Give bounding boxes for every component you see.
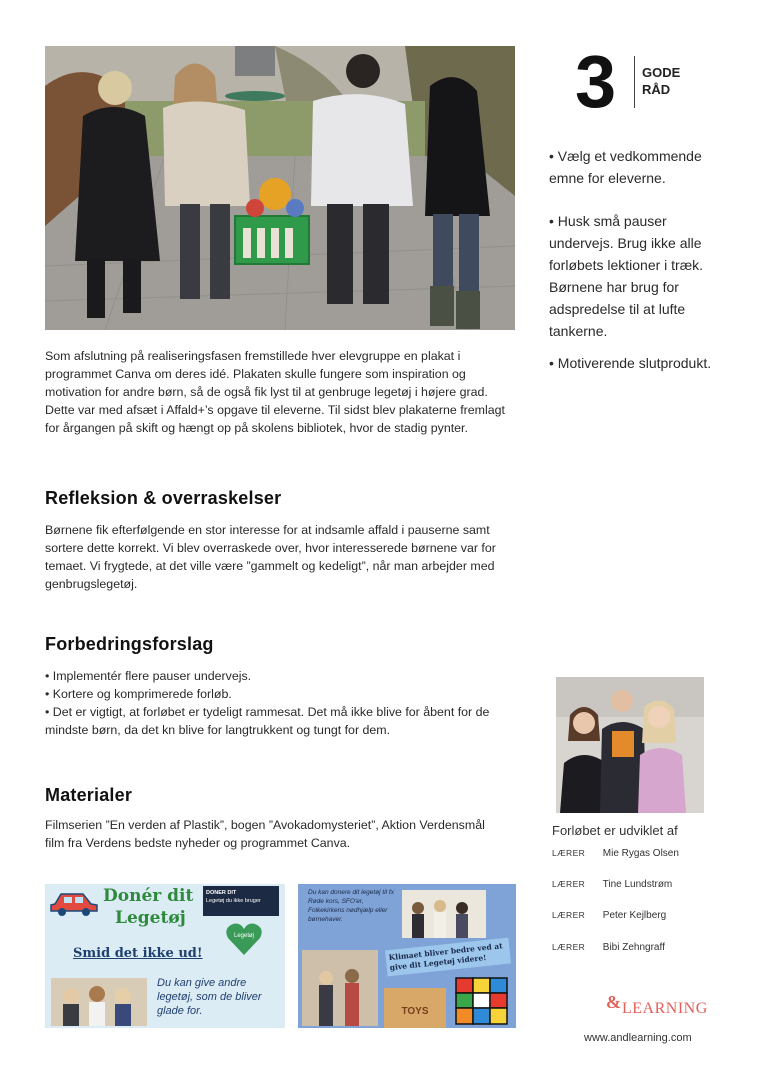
tips-label-line1: GODE (642, 65, 681, 80)
poster1-bottom-text: Du kan give andre legetøj, som de bliver glade for. (157, 977, 262, 1017)
poster2-banner: Klimaet bliver bedre ved at give dit Legetøj videre! (385, 938, 511, 977)
teacher-row (552, 879, 672, 890)
improvement-item: • Kortere og komprimerede forløb. (45, 687, 232, 701)
teacher-name: Peter Kejlberg (602, 910, 667, 921)
poster2-photo-bottom (302, 950, 378, 1026)
poster1-subtitle: Smid det ikke ud! (73, 946, 203, 961)
brand-mark: & (606, 992, 621, 1012)
reflection-text: Børnene fik efterfølgende en stor interesse for at indsamle affald i pauserne samt sortere dette korrekt. Vi blev overraskede over, hvor interesserede børnene var for temaet. Vi frygtede, at det ville være ”gammelt og kedeligt”, når man arbejder med genbrugslegetøj. (45, 523, 496, 591)
brand-url-link[interactable]: www.andlearning.com (584, 1032, 692, 1044)
credits-heading: Forløbet er udviklet af (552, 823, 678, 838)
rubiks-cube-icon (454, 976, 510, 1026)
teacher-name: Tine Lundstrøm (602, 879, 673, 890)
teacher-row (552, 848, 679, 859)
tip-item: • Motiverende slutprodukt. (549, 355, 712, 371)
tip-item: • Husk små pauser undervejs. Brug ikke alle forløbets lektioner i træk. Børnene har brug for adspredelse til at lufte tankerne. (549, 213, 704, 339)
poster2-top-text: Du kan donere dit legetøj til fx Røde kors, SFO'er, Folkekirkens nødhjælp eller børnehaver. (308, 889, 394, 923)
sticker-sub: Legetøj du ikke bruger (206, 898, 261, 904)
heart-icon (225, 922, 263, 956)
improvements-heading: Forbedringsforslag (45, 634, 214, 654)
teacher-role: LÆRER (552, 910, 586, 920)
improvement-item: • Implementér flere pauser undervejs. (45, 669, 252, 683)
hero-photo (45, 46, 515, 330)
toy-box (384, 988, 446, 1028)
materials-text: Filmserien ”En verden af Plastik”, bogen ”Avokadomysteriet”, Aktion Verdensmål film fra Verdens bedste nyheder og programmet Canva. (45, 818, 485, 850)
poster1-sticker (203, 886, 279, 916)
hero-photo-illustration (45, 46, 515, 330)
improvements-list (45, 667, 505, 739)
tips-label (642, 64, 680, 98)
car-icon (49, 890, 99, 916)
sticker-title: DONER DIT (206, 890, 237, 896)
tips-label-line2: RÅD (642, 82, 671, 97)
teacher-role: LÆRER (552, 879, 586, 889)
tips-number: 3 (575, 40, 615, 123)
brand-name: LEARNING (622, 1000, 708, 1017)
teacher-role: LÆRER (552, 942, 586, 952)
reflection-heading: Refleksion & overraskelser (45, 488, 282, 508)
poster1-title-line1: Donér dit (103, 886, 194, 906)
teacher-row (552, 942, 665, 953)
teacher-name: Mie Rygas Olsen (602, 848, 679, 859)
tips-divider (634, 56, 635, 108)
intro-paragraph: Som afslutning på realiseringsfasen fremstillede hver elevgruppe en plakat i programmet Canva om deres idé. Plakaten skulle fungere som inspiration og motivation for andre børn, så de også fik lyst til at genbruge legetøj i højere grad. Dette var med afsæt i Affald+’s opgave til eleverne. Til sidst blev plakaterne fremlagt for årgangen på skift og hængt op på skolens bibliotek, hvor de stadig pynter. (45, 349, 505, 435)
team-photo (556, 677, 704, 813)
poster1-kids-photo (51, 978, 147, 1026)
teacher-role: LÆRER (552, 848, 586, 858)
poster-donate-places (298, 884, 516, 1028)
teacher-row (552, 910, 666, 921)
poster1-title-line2: Legetøj (115, 908, 186, 928)
improvement-item: • Det er vigtigt, at forløbet er tydeligt rammesat. Det må ikke blive for åbent for de mindste børn, da det kn blive for langtrukkent og tungt for dem. (45, 705, 490, 737)
toy-box-label: TOYS (401, 1006, 429, 1017)
materials-heading: Materialer (45, 785, 133, 805)
poster-donate-toys (45, 884, 285, 1028)
poster2-photo-top (402, 890, 486, 938)
teacher-name: Bibi Zehngraff (602, 942, 665, 953)
heart-label: Legetøj (233, 933, 254, 939)
tip-item: • Vælg et vedkommende emne for eleverne. (549, 148, 702, 186)
